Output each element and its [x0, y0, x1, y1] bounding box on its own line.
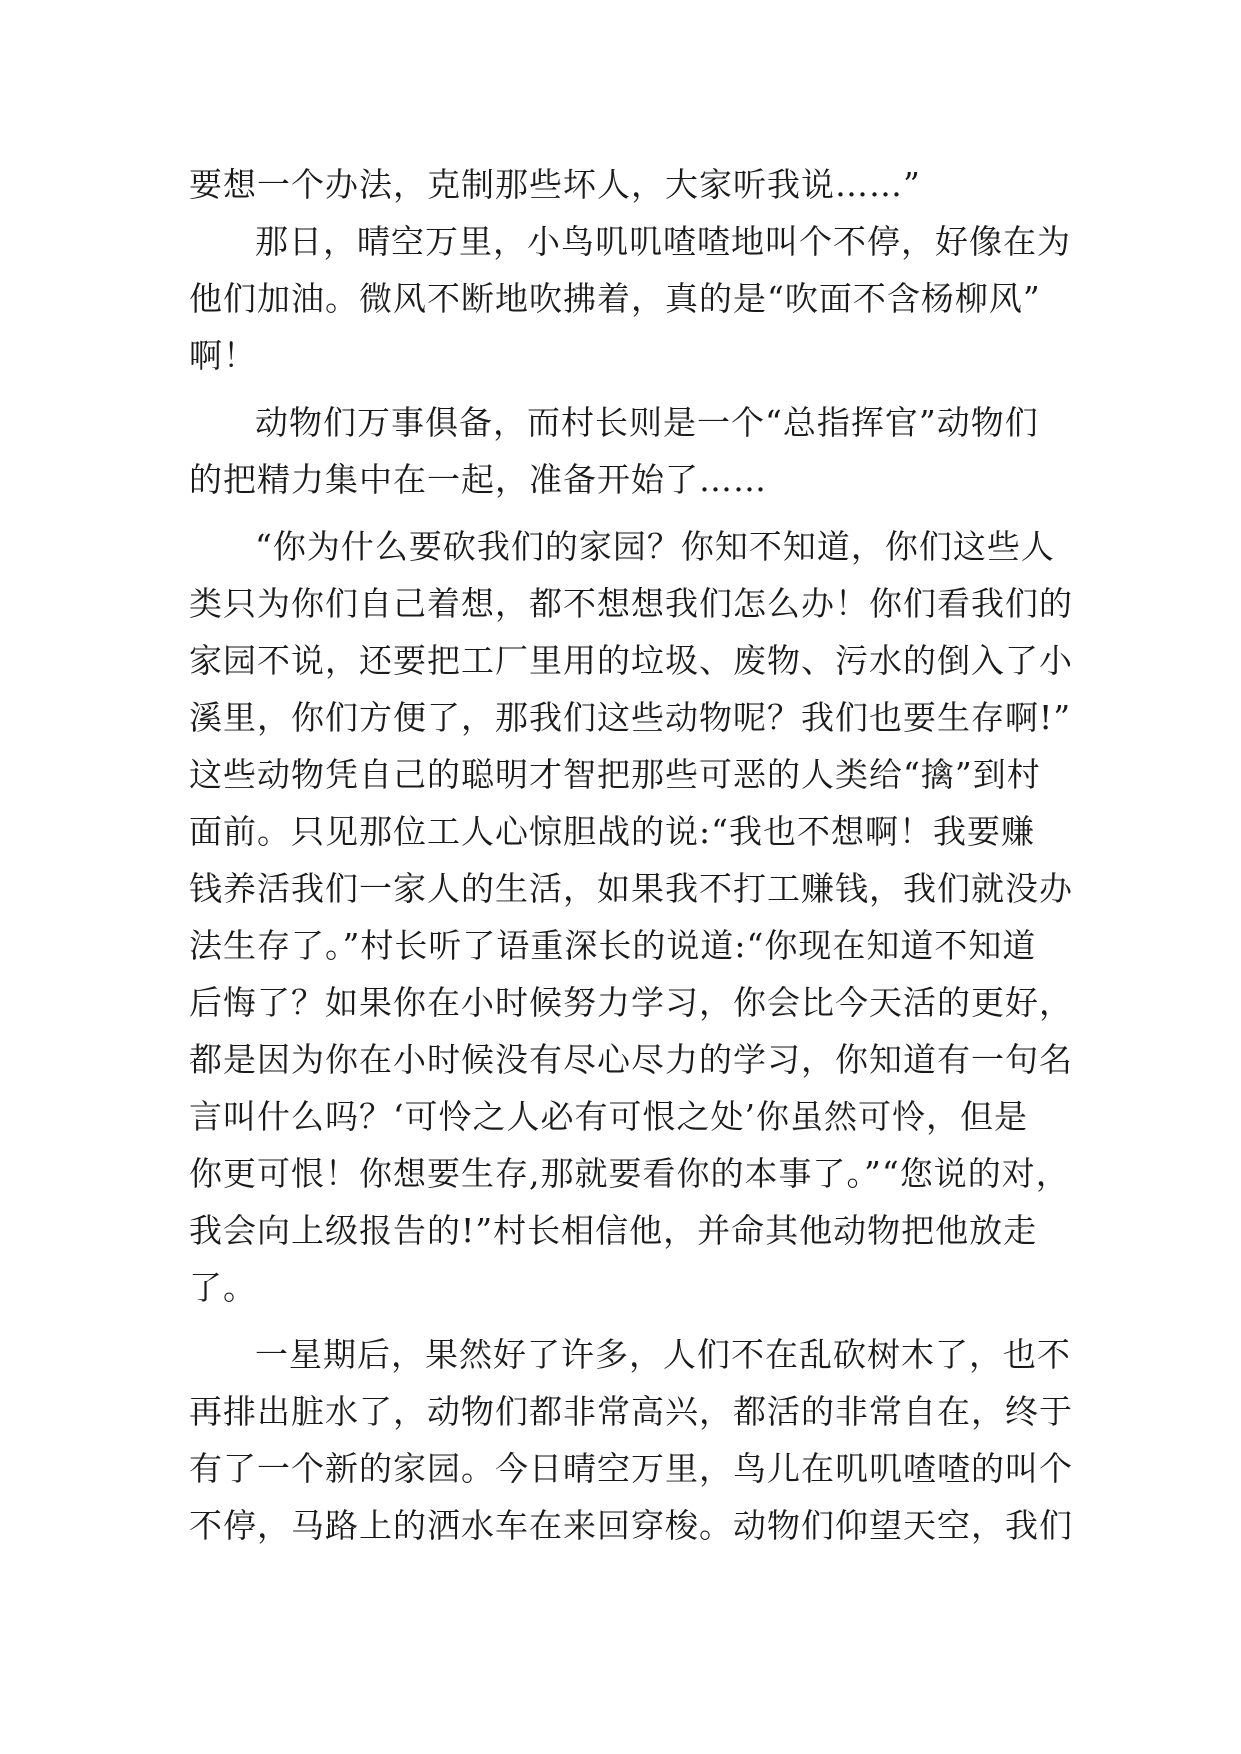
document-body [189, 156, 1073, 1554]
paragraph [189, 394, 1059, 508]
text-line: “你为什么要砍我们的家园？你知不知道，你们这些人 [255, 527, 1055, 566]
text-line: 你更可恨！你想要生存,那就要看你的本事了。”“您说的对， [189, 1154, 1070, 1193]
text-line: 家园不说，还要把工厂里用的垃圾、废物、污水的倒入了小 [189, 641, 1073, 680]
paragraph-gap [189, 1316, 1059, 1326]
text-line: 都是因为你在小时候没有尽心尽力的学习，你知道有一句名 [189, 1040, 1073, 1079]
text-line: 的把精力集中在一起，准备开始了…… [189, 460, 767, 499]
paragraph [189, 518, 1073, 1316]
text-line: 一星期后，果然好了许多，人们不在乱砍树木了，也不 [255, 1335, 1071, 1374]
text-line: 他们加油。微风不断地吹拂着，真的是“吹面不含杨柳风” [189, 279, 1041, 318]
paragraph-gap [189, 384, 1059, 394]
text-line: 要想一个办法，克制那些坏人，大家听我说……” [189, 165, 921, 204]
text-line: 类只为你们自己着想，都不想想我们怎么办！你们看我们的 [189, 584, 1073, 623]
text-line: 法生存了。”村长听了语重深长的说道:“你现在知道不知道 [189, 926, 1037, 965]
text-line: 啊！ [189, 336, 257, 375]
text-line: 有了一个新的家园。今日晴空万里，鸟儿在叽叽喳喳的叫个 [189, 1449, 1073, 1488]
text-line: 我会向上级报告的!”村长相信他，并命其他动物把他放走 [189, 1211, 1038, 1250]
paragraph [189, 213, 1071, 384]
text-line: 动物们万事俱备，而村长则是一个“总指挥官”动物们 [255, 403, 1039, 442]
paragraph [189, 1326, 1073, 1554]
text-line: 言叫什么吗？‘可怜之人必有可恨之处’你虽然可怜，但是 [189, 1097, 1028, 1136]
paragraph-gap [189, 508, 1059, 518]
text-line: 了。 [189, 1268, 257, 1307]
text-line: 后悔了？如果你在小时候努力学习，你会比今天活的更好， [189, 983, 1073, 1022]
paragraph [189, 156, 1059, 213]
text-line: 面前。只见那位工人心惊胆战的说:“我也不想啊！我要赚 [189, 812, 1035, 851]
text-line: 不停，马路上的洒水车在来回穿梭。动物们仰望天空，我们 [189, 1506, 1073, 1545]
text-line: 溪里，你们方便了，那我们这些动物呢？我们也要生存啊!” [189, 698, 1072, 737]
text-line: 钱养活我们一家人的生活，如果我不打工赚钱，我们就没办 [189, 869, 1073, 908]
text-line: 再排出脏水了，动物们都非常高兴，都活的非常自在，终于 [189, 1392, 1073, 1431]
text-line: 那日，晴空万里，小鸟叽叽喳喳地叫个不停，好像在为 [255, 222, 1071, 261]
text-line: 这些动物凭自己的聪明才智把那些可恶的人类给“擒”到村 [189, 755, 1041, 794]
